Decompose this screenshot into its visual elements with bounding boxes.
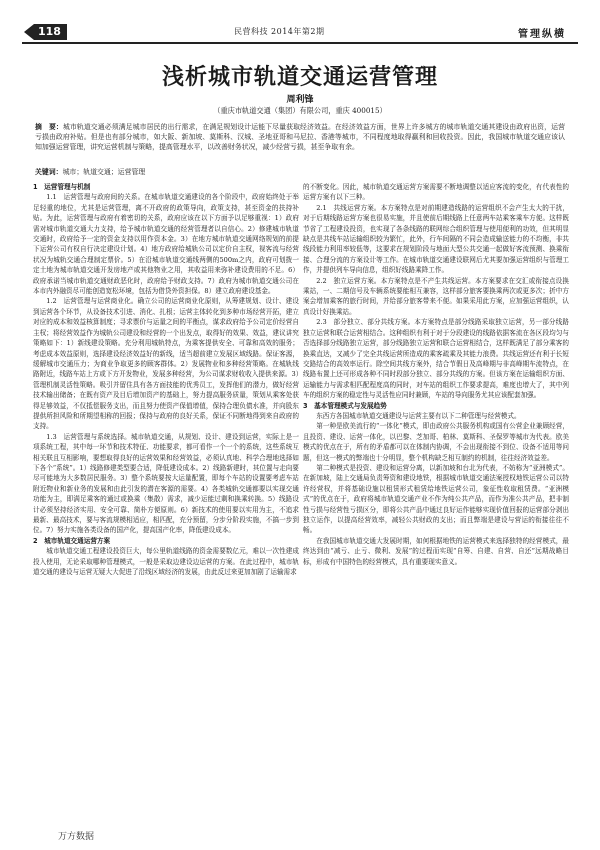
abstract — [35, 122, 565, 153]
author: 周利锋 — [286, 95, 314, 105]
paragraph: 1.1 运营管理与政府间的关系。在城市轨道交通建设的各个阶段中，政府始终处于举足轻重的地位，尤其是运营管理，离不开政府的政策导向，政策支持，甚至资金的扶持补贴。为此，运营管理与政府有着密切的关系，政府应该在以下方面予以足够重视：1）政府需对城市轨道交通大力支持，给予城市轨道交通的经营管理者以自信心。2）修建城市轨道交通时，政府给予一定的资金支持以用作资本金。3）在地方城市轨道交通网络规划的前提下运营公司有权自行决定建设计划。4）地方政府给城轨公司以定价自主权，视客流与经营状况为城轨交通合理制定票价。5）在沿城市轨道交通线两侧的500m之内，政府可划拨一定土地为城市轨道交通开发房地产或其他物业之用，其收益用来弥补建设费用的不足。6）政府承诺当城市轨道交通财政恶化时，政府给予财政支持。7）政府为城市轨道交通公司在本市内外融资尽可能创造宽松环境，包括为借贷外资担保。8）建立政府建设基金。 — [33, 193, 299, 296]
paragraph: 1.2 运营管理与运营商业化。确立公司的运营商业化原则，从筹建规划、设计、建设到运营各个环节，从设备技术引进、消化、扎根；运营主体转化到多种市场经营开拓，建立对应的成本和效益核算制度；寻求票价与运量之间的平衡点，谋求政府给予公司定价经营自主权；将经营效益作为城轨公司建设和经营的一个出发点，取得好的效果、效益，建议讲究策略如下：1）新线建设策略。充分利用城轨特点，为乘客提供安全、可靠和高效的服务；考虑成本效益原则，选择建设经济效益好的新线，适当超前建立发展区域线路。保证客源，缓解城市交通压力；为商业争取更多的顾客群体。2）发展物业和多种经营策略。在城轨线路附近，线路车站上方或下方开发物业，发展多种经营，为公司谋求财收收入提供来源。3）管理机制灵活性策略。吸引并留住具有各方面技能的优秀员工，发挥他们的潜力，做好经营技术输出储备；在既有资产及目后增加资产的基础上，努力提高服务质量，策划从乘客处获得足够效益，不仅抵偿服务支出，而且努力使资产保值增值，保持合理负债水准，并向股东提供所担风险和所期望相称的回报；保持与政府的良好关系，保证不同断地得到来自政府的支持。 — [33, 297, 299, 431]
abstract-text: 城市轨道交通必须满足城市居民的出行需求，在满足规划设计运能下尽量获取经济效益。在经济效益方面，世界上许多城方的城市轨道交通其建设由政府出资，运营亏损由政府补贴。但是也有部分城市，如大阪、新加坡、莫斯科、汉城、圣地亚哥和马尼拉、香港等城市，不同程度地取得赢利和回收投资。因此，我国城市轨道交通应该认知加强运营管理，讲究运营机制与策略，提高管理水平，以改善财务状况，减少经营亏损，甚至争取有余。 — [35, 123, 566, 152]
abstract-label: 摘 要： — [35, 123, 63, 131]
article-title: 浅析城市轨道交通运营管理 — [161, 65, 438, 90]
section-heading: 2 城市轨道交通运营方案 — [33, 536, 111, 545]
paragraph: 第二种模式是投资、建设和运营分离，以新加坡和台北为代表，不妨称为“亚洲模式”。在新加坡，陆上交通局负责筹资和建设地铁，根据城市轨道交通法案授权地铁运营公司以特许经营权，并将基础设施以租赁形式租赁给地铁运营公司，象征性收取租赁费。“亚洲模式”的优点在于，政府将城市轨道交通产业不作为纯公共产品，而作为准公共产品，把非制性亏损与经营性亏损区分，即将公共产品中通过良好运作能够实现价值回报的运营部分剥出独立运作，以提高经营效率，减轻公共财政的支出；而且弊端是建设与营运的衔接往往不畅。 — [303, 463, 569, 535]
section-name: 管理纵横 — [518, 29, 566, 40]
affiliation: （重庆市轨道交通（集团）有限公司，重庆 400015） — [213, 106, 387, 115]
page-number: 118 — [34, 24, 67, 40]
watermark: 万方数据 — [58, 832, 95, 842]
paragraph: 第一种是欧美流行的“一体化”模式，即由政府公共服务机构或国有公营企业兼顾经营，且投资、建设、运营一体化，以巴黎、芝加哥、柏林、莫斯科、圣保罗等城市为代表。欧美模式的优点在于，所有的矛盾都可以在体制内协调，不会出现衔接不到位、设备不适用等问题，但这一模式的弊端也十分明显，整个机构缺乏相互制约的机制，往往经济效益差。 — [303, 422, 569, 462]
section-heading: 3 基本管理模式与发展趋势 — [303, 401, 387, 410]
journal-info: 民营科技 2014年第2期 — [234, 27, 325, 36]
paragraph: 2.3 部分独立、部分共线方案。本方案特点是部分线路采取独立运营，另一部分线路独立运营和联合运营相结合。这种组织有利于对于分段建设的线路依据客流在各区段均匀与否选择部分线路独立运营，部分线路独立运营和联合运营相结合，这样既满足了部分乘客的换乘直达，又减少了完全共线运营所造成的乘客疏乘及其能力浪费。共线运营还有利于长短交路结合的高效率运行。除空间共线方案外，结合节假日及高峰期与非高峰期车流特点，在线路布置上还可形成各种不同时段部分独立、部分共线的方案。但该方案在运输组织方面、运输能力与需求相匹配程度高的同时，对车站的组织工作要求提高，难度也增大了，其中列车的组织方案的稳定性与灵活性应同时兼顾，车站的导向服务尤其应该配套加强。 — [303, 318, 569, 400]
paragraph: 2.1 共线运营方案。本方案特点是对前期建造线路的运营组织不会产生太大的干扰，对于后期线路运营方案也很易实施，并且使前后期线路上任意两车站乘客乘车方便。这样既节省了工程建设投资，也实现了各条线路的联网综合组织管理与使用便利的功效，但其明显缺点是共线车站运输组织较为繁忙，此外，行车间隔的不同会造成输送能力的不均衡，非共线段能力利用率较低等，这要求在规划阶段与地面大型公共交通一起做好客流预测、换乘衔接、合理分流的方案设计等工作。在城市轨道交通建设联网后尤其要加强运营组织与管理工作，并提供列车导向信息，组织好线路乘降工作。 — [303, 203, 569, 275]
keywords-label: 关键词： — [35, 168, 63, 176]
right-column — [303, 182, 569, 567]
running-header — [22, 24, 578, 44]
paragraph: 1.3 运营管理与系统选择。城市轨道交通，从规划、设计、建设到运营，实际上是一项系统工程，其中每一环节和技术特征、功能要求，都可看作一个一个的系统，这些系统互相关联且互相影响，要想取得良好的运营效果和经营效益，必须认真地、科学合理地选择如下各个“系统”。1）线路修建类型要合适，降低建设成本。2）线路新建时，其位置与走向要尽可能地为大多数居民服务。3）整个系统要按大运量配置，即每个车站的设置要考虑车站附近物业和新业务的发展和由此引发的潜在客源的需要。4）各类城轨交通都要以实现交通功能为主，即满足乘客的通过或换乘（集散）需求，减少运能过剩和换乘转换。5）线路设计必须坚持经济实用、安全可靠、简朴方便原则。6）新技术的使用要以实用为主，不追求最新、最高技术，要与客流规模相适应，相匹配，充分预留，分步分阶段实施，不搞一步到位。7）努力实施各类设备的国产化，提高国产化率，降低建设成本。 — [33, 432, 299, 535]
paragraph: 的不断变化。因此，城市轨道交通运营方案需要不断地调整以适应客流的变化，有代表性的运营方案有以下三种。 — [303, 183, 569, 202]
paragraph: 在我国城市轨道交通大发展时期，如何根据地铁的运营模式来选择独特的经营模式，最终达到由“减亏、止亏、微利、发展”的过程而实现“自筹、自建、自营、自还”远期战略目标，形成有中国特色的经营模式，具有重要现实意义。 — [303, 536, 569, 566]
paragraph: 城市轨道交通工程建设投资巨大，每公里轨道线路的资金需要数亿元，难以一次性建成投入使用，无论采取哪种管理模式，一般是采取边建设边运营的方案。在此过程中，城市轨道交通的建设与运营无疑大大促进了沿线区域经济的发展，由此反过来更加加剧了运输需求 — [33, 547, 299, 577]
left-column — [33, 182, 299, 577]
paragraph: 东西方各国城市轨道交通建设与运营主要有以下二种管理与经营模式。 — [316, 411, 521, 420]
keywords-text: 城市；轨道交通；运营管理 — [62, 168, 146, 176]
paragraph: 2.2 独立运营方案。本方案特点是不产生共线运营。本方案要求在交汇或衔接点设换乘站，一、二期信号及车辆系统要能相互兼容，这样部分旅客要换乘两次或更多次；折中方案会增加乘客的旅行时间，并给部分旅客带来不便。如果采用此方案，应加强运营组织，认真设计好换乘站。 — [303, 276, 569, 316]
section-heading: 1 运营管理与机制 — [33, 183, 91, 191]
keywords — [35, 166, 145, 176]
